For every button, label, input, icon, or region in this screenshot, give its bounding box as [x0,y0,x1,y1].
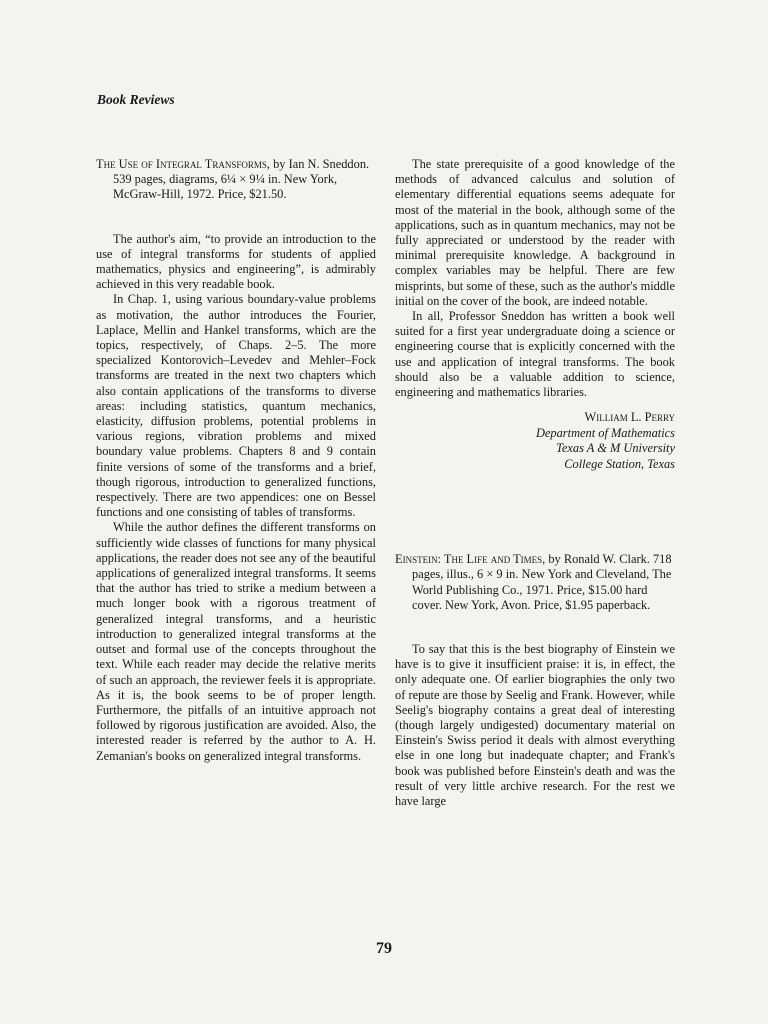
review2-citation [395,552,675,613]
reviewer-name: William L. Perry [584,410,675,425]
left-column [96,157,376,764]
review1-paragraph: While the author defines the different transforms on sufficiently wide classes of functions for many physical applications, the reader does not see any of the beautiful applications of generalized integral transforms. It seems that the author has tried to strike a medium between a much longer book with a rigorous treatment of generalized integral transforms, and a heuristic introduction to generalized integral transforms at the outset and formal use of the concepts throughout the text. While each reader may decide the relative merits of such an approach, the reviewer feels it is appropriate. As it is, the book seems to be of proper length. Furthermore, the pitfalls of an intuitive approach not followed by rigorous justification are avoided. Also, the interested reader is referred by the author to A. H. Zemanian's books on generalized integral transforms. [96,520,376,763]
review2-paragraph: To say that this is the best biography of Einstein we have is to give it insufficient praise: it is, in effect, the only adequate one. Of earlier biographies the only two of repute are those by Seelig and Frank. However, while Seelig's biography contains a great deal of interesting (though largely undigested) documentary material on Einstein's Swiss period it deals with almost everything else in one long but inadequate chapter; and Frank's book was published before Einstein's death and was the result of very little archive research. For the rest we have large [395,642,675,809]
review1-book-details: by Ian N. Sneddon. 539 pages, diagrams, 6¼ × 9¼ in. New York, McGraw-Hill, 1972. Price, $21.50. [113,157,370,202]
review1-paragraph: The state prerequisite of a good knowledge of the methods of advanced calculus and solution of elementary differential equations seems adequate for most of the material in the book, although some of the applications, such as in quantum mechanics, may not be fully appreciated or understood by the reader with minimal prerequisite knowledge. A background in complex variables may be helpful. There are few misprints, but some of these, such as the author's middle initial on the cover of the book, are indeed notable. [395,157,675,308]
section-title: Book Reviews [97,92,175,107]
review1-citation [96,157,376,203]
review1-book-title: The Use of Integral Transforms, [96,157,270,171]
review2-book-details: by Ronald W. Clark. 718 pages, illus., 6 × 9 in. New York and Cleveland, The World Publishing Co., 1971. Price, $15.00 hard cover. New York, Avon. Price, $1.95 paperback. [412,552,672,612]
reviewer-university: Texas A & M University [556,441,675,456]
reviewer-location: College Station, Texas [564,456,675,471]
right-column [395,157,675,809]
reviewer-signature [395,410,675,472]
review2-book-title: Einstein: The Life and Times, [395,552,546,567]
review1-paragraph: In Chap. 1, using various boundary-value problems as motivation, the author introduces the Fourier, Laplace, Mellin and Hankel transforms, which are the topics, respectively, of Chaps. 2–5. The more specialized Kontorovich–Levedev and Mehler–Fock transforms are treated in the next two chapters which also contain applications of the transforms to diverse areas: including statistics, quantum mechanics, elasticity, diffusion problems, potential problems in various regions, vibration problems and mixed boundary value problems. Chapters 8 and 9 contain finite versions of some of the transforms and a brief, though rigorous, introduction to generalized functions, respectively. There are two appendices: one on Bessel functions and one consisting of tables of transforms. [96,292,376,520]
review1-paragraph: In all, Professor Sneddon has written a book well suited for a first year undergraduate doing a science or engineering course that is explicitly concerned with the use and application of integral transforms. The book should also be a valuable addition to science, engineering and mathematics libraries. [395,309,675,400]
page-number: 79 [376,940,392,957]
reviewer-department: Department of Mathematics [535,425,675,440]
review1-paragraph: The author's aim, “to provide an introduction to the use of integral transforms for students of applied mathematics, physics and engineering”, is admirably achieved in this very readable book. [96,231,376,292]
